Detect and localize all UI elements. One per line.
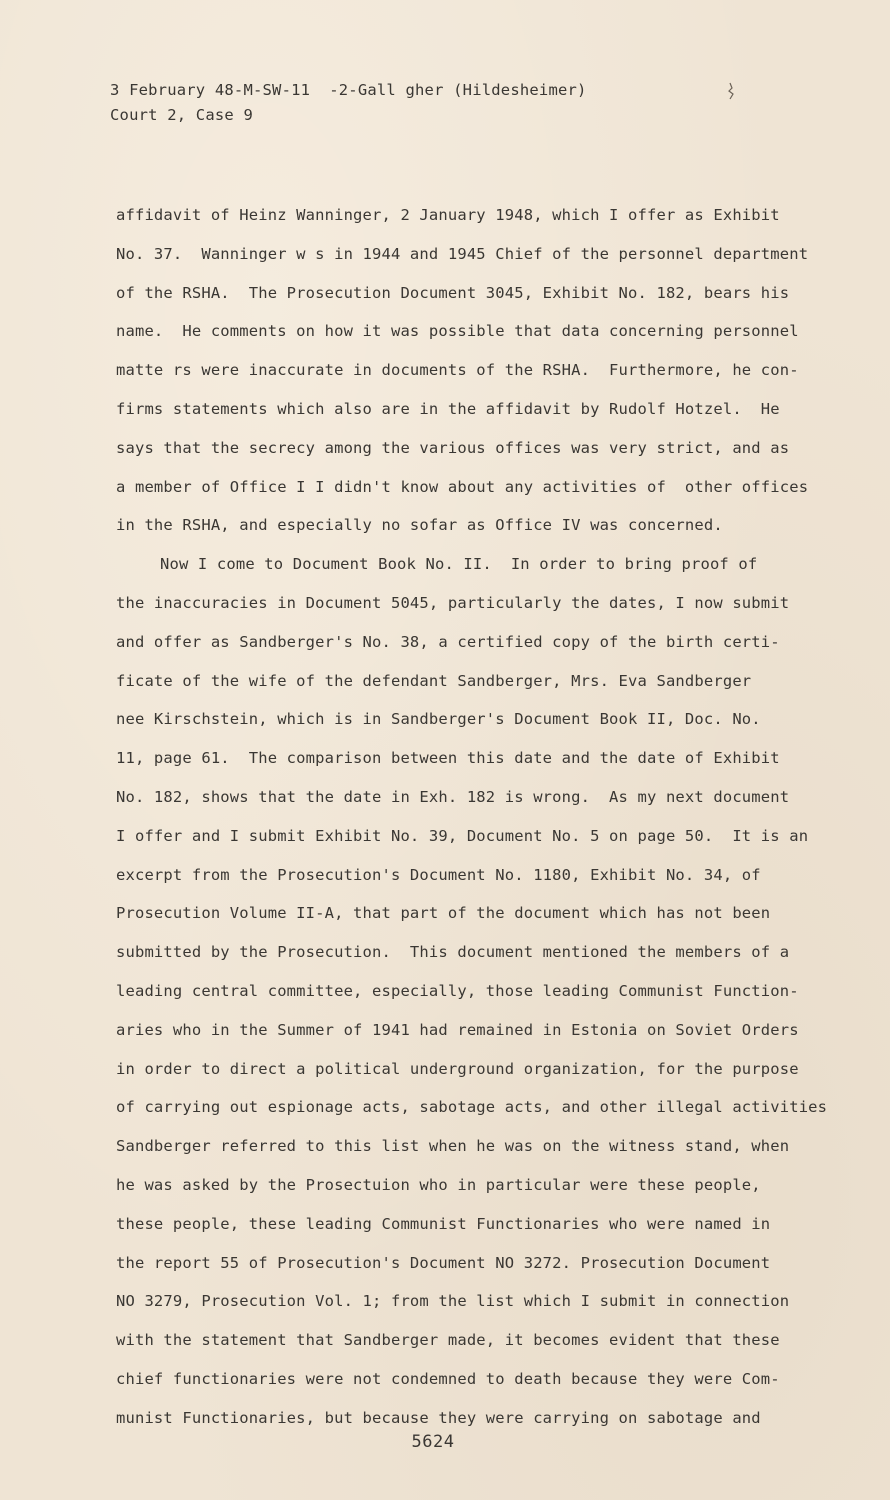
document-body: [116, 196, 836, 1438]
body-line: in order to direct a political underground organization, for the purpose: [116, 1059, 799, 1078]
body-line: these people, these leading Communist Functionaries who were named in: [116, 1214, 771, 1233]
body-line: affidavit of Heinz Wanninger, 2 January 1948, which I offer as Exhibit: [116, 206, 780, 224]
body-line: 11, page 61. The comparison between this date and the date of Exhibit: [116, 749, 780, 768]
body-line: NO 3279, Prosecution Vol. 1; from the list which I submit in connection: [116, 1292, 790, 1311]
body-line: a member of Office I I didn't know about any activities of other offices: [116, 477, 809, 496]
pencil-mark: [727, 82, 735, 100]
body-line: excerpt from the Prosecution's Document No. 1180, Exhibit No. 34, of: [116, 865, 761, 884]
body-line: chief functionaries were not condemned to death because they were Com-: [116, 1369, 780, 1388]
header-line-1: 3 February 48-M-SW-11 -2-Gall gher (Hildesheimer): [110, 81, 587, 99]
body-line: munist Functionaries, but because they were carrying on sabotage and: [116, 1408, 761, 1427]
body-line: with the statement that Sandberger made, it becomes evident that these: [116, 1331, 780, 1350]
body-line: firms statements which also are in the affidavit by Rudolf Hotzel. He: [116, 399, 780, 418]
body-line: submitted by the Prosecution. This document mentioned the members of a: [116, 943, 790, 962]
body-line: nee Kirschstein, which is in Sandberger's Document Book II, Doc. No.: [116, 710, 761, 729]
body-line: matte rs were inaccurate in documents of the RSHA. Furthermore, he con-: [116, 361, 799, 380]
body-line: name. He comments on how it was possible that data concerning personnel: [116, 322, 799, 341]
body-line: of carrying out espionage acts, sabotage acts, and other illegal activities: [116, 1098, 828, 1117]
body-line: Now I come to Document Book No. II. In order to bring proof of: [160, 555, 758, 574]
body-line: and offer as Sandberger's No. 38, a certified copy of the birth certi-: [116, 632, 780, 651]
body-line: says that the secrecy among the various offices was very strict, and as: [116, 438, 790, 457]
body-line: No. 37. Wanninger w s in 1944 and 1945 Chief of the personnel department: [116, 244, 809, 263]
document-header: [110, 78, 587, 128]
body-line: Prosecution Volume II-A, that part of the document which has not been: [116, 904, 771, 923]
body-line: I offer and I submit Exhibit No. 39, Document No. 5 on page 50. It is an: [116, 826, 809, 845]
body-line: the report 55 of Prosecution's Document NO 3272. Prosecution Document: [116, 1253, 771, 1272]
body-line: of the RSHA. The Prosecution Document 3045, Exhibit No. 182, bears his: [116, 283, 790, 302]
body-line: leading central committee, especially, those leading Communist Function-: [116, 981, 799, 1000]
body-line: No. 182, shows that the date in Exh. 182 is wrong. As my next document: [116, 787, 790, 806]
body-line: the inaccuracies in Document 5045, particularly the dates, I now submit: [116, 593, 790, 612]
body-line: ficate of the wife of the defendant Sandberger, Mrs. Eva Sandberger: [116, 671, 752, 690]
page-number: 5624: [411, 1432, 455, 1452]
body-line: Sandberger referred to this list when he was on the witness stand, when: [116, 1137, 790, 1156]
body-line: aries who in the Summer of 1941 had remained in Estonia on Soviet Orders: [116, 1020, 799, 1039]
body-line: in the RSHA, and especially no sofar as Office IV was concerned.: [116, 516, 723, 535]
body-line: he was asked by the Prosectuion who in particular were these people,: [116, 1175, 761, 1194]
header-line-2: Court 2, Case 9: [110, 106, 253, 124]
